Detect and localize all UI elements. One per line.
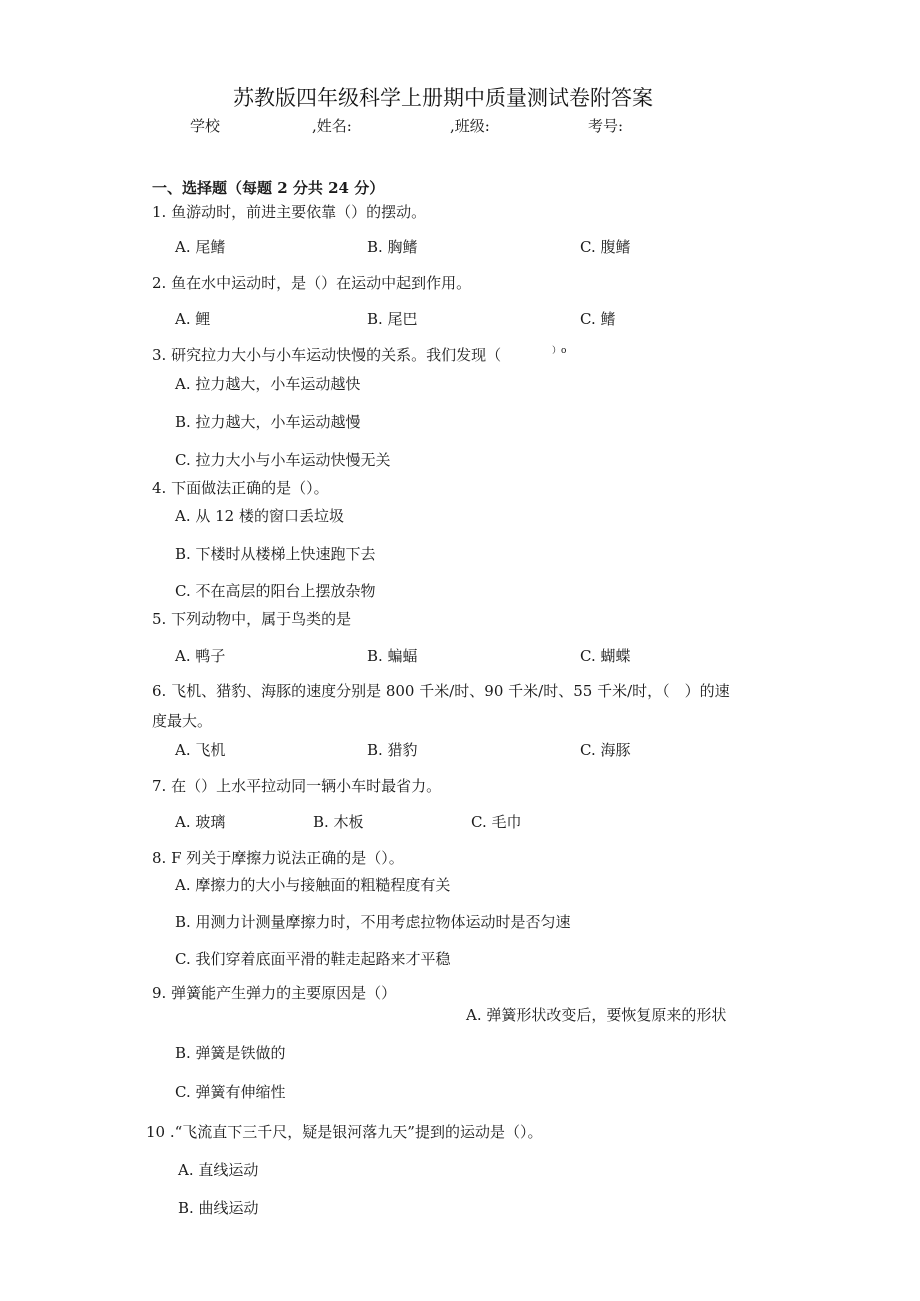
question-stem-tail: ）o <box>552 346 567 356</box>
question-stem: 8. F 列关于摩擦力说法正确的是（）。 <box>152 849 404 867</box>
option-b: B. 用测力计测量摩擦力时，不用考虑拉物体运动时是否匀速 <box>175 913 571 931</box>
option-a: A. 拉力越大，小车运动越快 <box>175 375 361 393</box>
option-b: B. 木板 <box>313 813 364 831</box>
option-b: B. 拉力越大，小车运动越慢 <box>175 413 361 431</box>
option-b: B. 胸鳍 <box>367 238 418 256</box>
option-a: A. 弹簧形状改变后，要恢复原来的形状 <box>466 1006 727 1024</box>
option-c: C. 我们穿着底面平滑的鞋走起路来才平稳 <box>175 950 451 968</box>
option-c: C. 海豚 <box>580 741 631 759</box>
question-stem: 6. 飞机、猎豹、海豚的速度分别是 800 千米/时、90 千米/时、55 千米/时，（ ）的速 <box>152 682 730 700</box>
option-a: A. 尾鳍 <box>175 238 226 256</box>
exam-number-label: 考号: <box>588 117 624 135</box>
option-a: A. 从 12 楼的窗口丢垃圾 <box>175 507 344 525</box>
option-c: C. 不在高层的阳台上摆放杂物 <box>175 582 376 600</box>
option-c: C. 弹簧有伸缩性 <box>175 1083 286 1101</box>
question-stem-line-2: 度最大。 <box>152 712 213 730</box>
option-c: C. 毛巾 <box>471 813 522 831</box>
document-title: 苏教版四年级科学上册期中质量测试卷附答案 <box>233 86 653 110</box>
question-stem: 1. 鱼游动时，前进主要依靠（）的摆动。 <box>152 203 427 221</box>
question-stem: 3. 研究拉力大小与小车运动快慢的关系。我们发现（ <box>152 346 502 364</box>
option-a: A. 玻璃 <box>175 813 226 831</box>
school-label: 学校 <box>190 117 221 135</box>
question-stem: 9. 弹簧能产生弹力的主要原因是（） <box>152 984 397 1002</box>
option-a: A. 直线运动 <box>178 1161 259 1179</box>
question-stem: 10 .“飞流直下三千尺，疑是银河落九天”提到的运动是（）。 <box>146 1123 543 1141</box>
section-heading: 一、选择题（每题 2 分共 24 分） <box>152 179 385 197</box>
question-stem: 4. 下面做法正确的是（）。 <box>152 479 329 497</box>
question-stem: 7. 在（）上水平拉动同一辆小车时最省力。 <box>152 777 442 795</box>
option-b: B. 曲线运动 <box>178 1199 259 1217</box>
question-stem: 2. 鱼在水中运动时，是（）在运动中起到作用。 <box>152 274 472 292</box>
option-a: A. 鸭子 <box>175 647 226 665</box>
option-c: C. 鳍 <box>580 310 616 328</box>
option-a: A. 飞机 <box>175 741 226 759</box>
option-b: B. 猎豹 <box>367 741 418 759</box>
name-label: ,姓名: <box>312 117 352 135</box>
option-b: B. 弹簧是铁做的 <box>175 1044 286 1062</box>
option-a: A. 摩擦力的大小与接触面的粗糙程度有关 <box>175 876 451 894</box>
option-a: A. 鲤 <box>175 310 211 328</box>
option-c: C. 拉力大小与小车运动快慢无关 <box>175 451 391 469</box>
question-stem: 5. 下列动物中，属于鸟类的是 <box>152 610 352 628</box>
class-label: ,班级: <box>450 117 490 135</box>
option-b: B. 下楼时从楼梯上快速跑下去 <box>175 545 376 563</box>
option-c: C. 蝴蝶 <box>580 647 631 665</box>
option-b: B. 蝙蝠 <box>367 647 418 665</box>
option-b: B. 尾巴 <box>367 310 418 328</box>
option-c: C. 腹鳍 <box>580 238 631 256</box>
